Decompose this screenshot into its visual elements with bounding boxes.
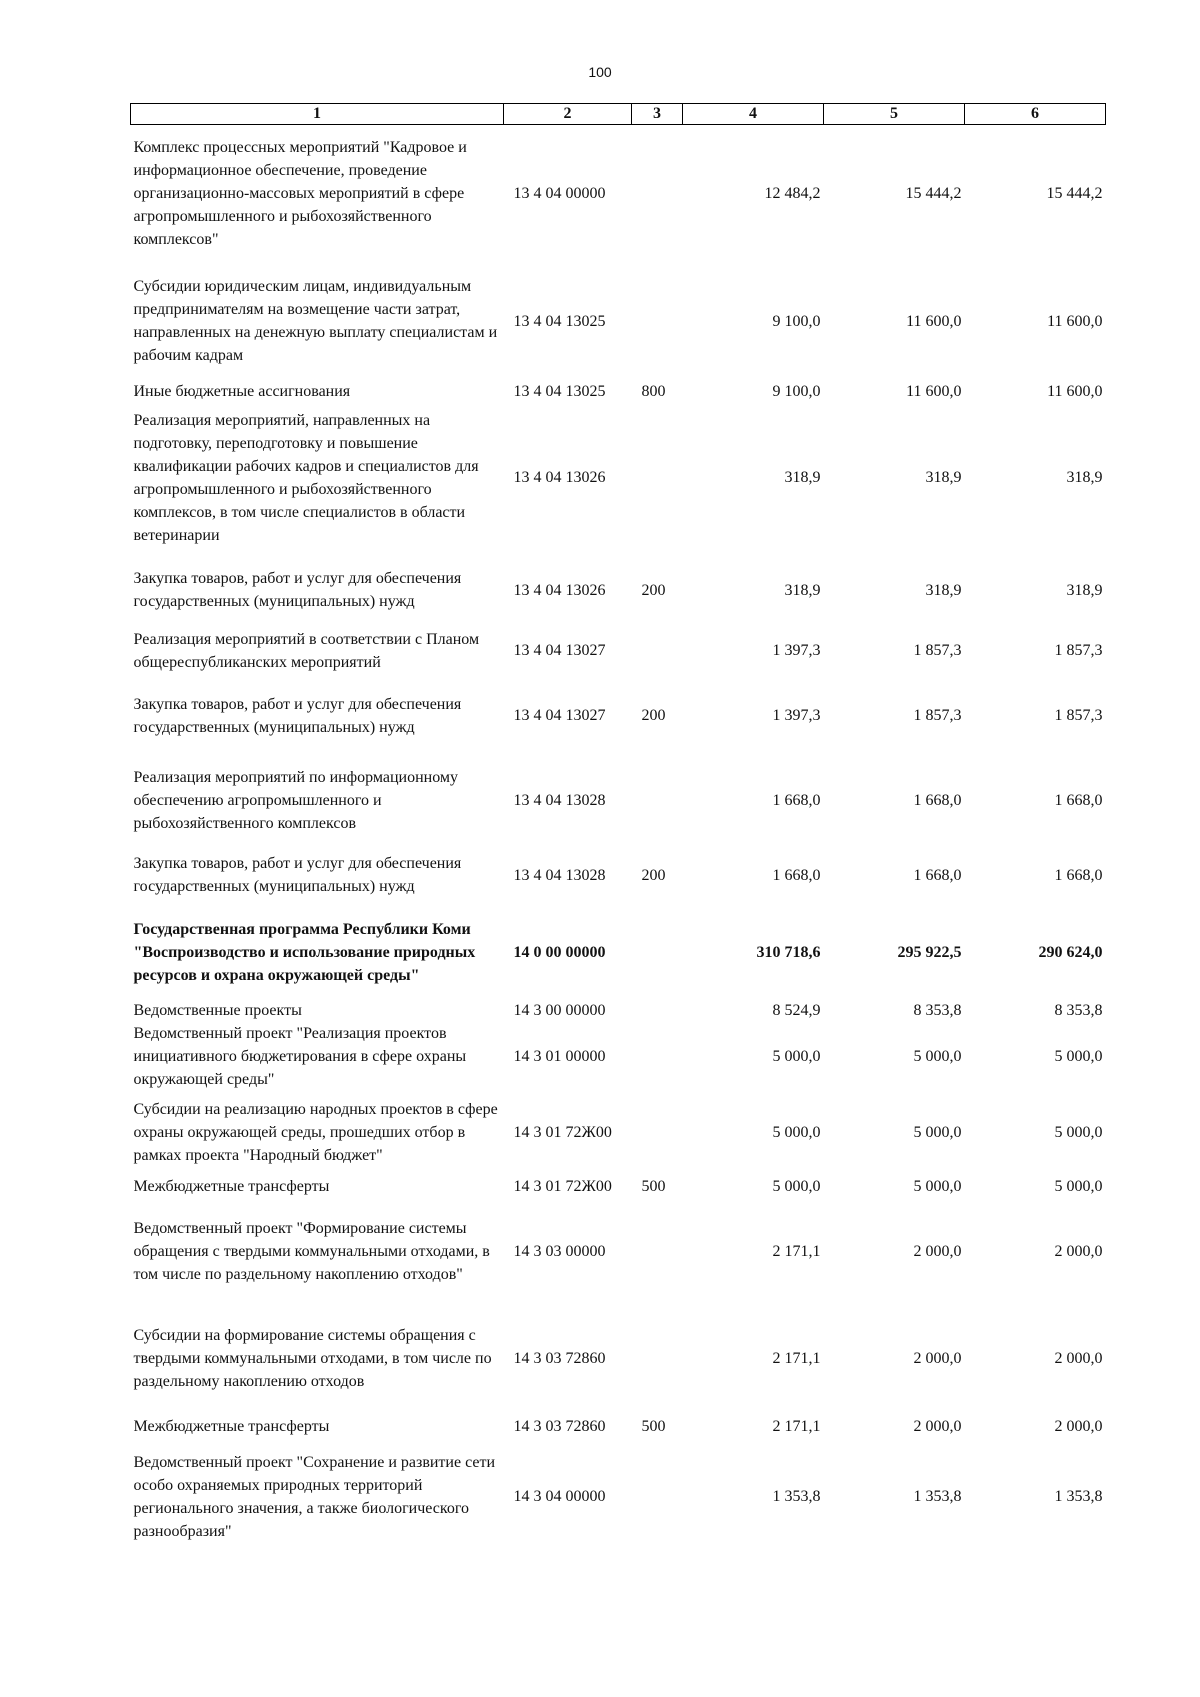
row-value-year-1: 2 171,1 bbox=[772, 1349, 821, 1367]
row-value-year-3: 1 857,3 bbox=[1054, 642, 1103, 659]
table-row bbox=[131, 1305, 1106, 1412]
row-value-year-2: 1 353,8 bbox=[913, 1488, 962, 1505]
row-value-year-3: 318,9 bbox=[1066, 581, 1103, 599]
row-value-year-3: 2 000,0 bbox=[1054, 1242, 1103, 1260]
row-expense-type: 200 bbox=[641, 581, 666, 599]
row-expense-type bbox=[632, 1442, 683, 1552]
row-value-year-2: 1 857,3 bbox=[913, 707, 962, 724]
table-row bbox=[131, 1022, 1106, 1091]
table-row bbox=[131, 758, 1106, 844]
row-code: 14 3 03 00000 bbox=[513, 1242, 606, 1260]
row-value-year-2: 8 353,8 bbox=[913, 1001, 962, 1019]
row-value-year-1: 9 100,0 bbox=[772, 312, 821, 330]
row-value-year-2: 11 600,0 bbox=[906, 382, 962, 400]
header-col-4: 4 bbox=[683, 104, 824, 125]
row-value-year-1: 2 171,1 bbox=[772, 1418, 821, 1435]
budget-table bbox=[130, 103, 1106, 1552]
row-expense-type: 800 bbox=[641, 382, 666, 400]
row-name: Субсидии юридическим лицам, индивидуальным предпринимателям на возмещение части затрат, направленных на денежную выплату специалистам и рабочим кадрам bbox=[133, 278, 498, 364]
row-name: Закупка товаров, работ и услуг для обеспечения государственных (муниципальных) нужд bbox=[133, 570, 462, 610]
row-name: Закупка товаров, работ и услуг для обеспечения государственных (муниципальных) нужд bbox=[133, 855, 462, 895]
row-expense-type: 200 bbox=[641, 866, 666, 884]
row-code: 14 3 00 00000 bbox=[513, 1001, 606, 1019]
row-value-year-3: 11 600,0 bbox=[1047, 382, 1103, 400]
row-value-year-2: 1 668,0 bbox=[913, 866, 962, 884]
page-number: 100 bbox=[588, 64, 612, 80]
row-value-year-1: 1 353,8 bbox=[772, 1488, 821, 1505]
row-value-year-1: 318,9 bbox=[784, 581, 821, 599]
row-value-year-3: 318,9 bbox=[1066, 469, 1103, 486]
table-body bbox=[131, 125, 1106, 1552]
row-value-year-3: 2 000,0 bbox=[1054, 1418, 1103, 1435]
row-value-year-1: 5 000,0 bbox=[772, 1047, 821, 1065]
row-value-year-2: 318,9 bbox=[925, 581, 962, 599]
row-value-year-2: 295 922,5 bbox=[897, 944, 962, 961]
row-expense-type bbox=[632, 758, 683, 844]
header-col-1: 1 bbox=[131, 104, 504, 125]
row-code: 13 4 04 00000 bbox=[513, 185, 606, 203]
row-expense-type: 500 bbox=[641, 1418, 666, 1435]
row-expense-type bbox=[632, 263, 683, 380]
row-name: Реализация мероприятий по информационному обеспечению агропромышленного и рыбохозяйственного комплексов bbox=[133, 769, 459, 832]
row-name: Иные бюджетные ассигнования bbox=[133, 382, 351, 400]
header-col-2: 2 bbox=[504, 104, 632, 125]
row-expense-type bbox=[632, 1022, 683, 1091]
row-value-year-3: 5 000,0 bbox=[1054, 1047, 1103, 1065]
row-code: 14 3 04 00000 bbox=[513, 1488, 606, 1505]
table-row bbox=[131, 907, 1106, 999]
row-value-year-2: 2 000,0 bbox=[913, 1349, 962, 1367]
row-value-year-3: 1 353,8 bbox=[1054, 1488, 1103, 1505]
table-row bbox=[131, 263, 1106, 380]
row-name: Закупка товаров, работ и услуг для обеспечения государственных (муниципальных) нужд bbox=[133, 695, 462, 736]
row-value-year-1: 1 668,0 bbox=[772, 792, 821, 809]
row-expense-type bbox=[632, 628, 683, 674]
row-code: 13 4 04 13027 bbox=[513, 642, 606, 659]
table-row bbox=[131, 999, 1106, 1022]
row-value-year-1: 8 524,9 bbox=[772, 1001, 821, 1019]
table-row bbox=[131, 628, 1106, 674]
row-value-year-3: 11 600,0 bbox=[1047, 312, 1103, 330]
table-row bbox=[131, 1198, 1106, 1305]
row-value-year-3: 1 668,0 bbox=[1054, 792, 1103, 809]
row-value-year-1: 1 397,3 bbox=[772, 707, 821, 724]
row-value-year-3: 8 353,8 bbox=[1054, 1001, 1103, 1019]
row-value-year-2: 11 600,0 bbox=[906, 312, 962, 330]
row-value-year-2: 5 000,0 bbox=[913, 1177, 962, 1195]
row-value-year-1: 1 668,0 bbox=[772, 866, 821, 884]
row-value-year-2: 2 000,0 bbox=[913, 1418, 962, 1435]
row-expense-type bbox=[632, 907, 683, 999]
row-value-year-3: 1 857,3 bbox=[1054, 707, 1103, 724]
table-row bbox=[131, 553, 1106, 628]
row-name: Ведомственные проекты bbox=[133, 1001, 302, 1019]
row-value-year-2: 15 444,2 bbox=[905, 185, 962, 203]
row-expense-type: 200 bbox=[641, 707, 666, 724]
table-row bbox=[131, 674, 1106, 758]
row-code: 14 0 00 00000 bbox=[513, 944, 606, 961]
row-name: Государственная программа Республики Коми "Воспроизводство и использование природных ресурсов и охрана окружающей среды" bbox=[133, 921, 476, 984]
row-value-year-1: 2 171,1 bbox=[772, 1242, 821, 1260]
row-value-year-1: 318,9 bbox=[784, 469, 821, 486]
row-name: Межбюджетные трансферты bbox=[133, 1418, 330, 1435]
table-row bbox=[131, 1091, 1106, 1175]
table-row bbox=[131, 125, 1106, 263]
row-name: Реализация мероприятий в соответствии с Планом общереспубликанских мероприятий bbox=[133, 630, 480, 671]
row-value-year-2: 5 000,0 bbox=[913, 1124, 962, 1141]
table-row bbox=[131, 1175, 1106, 1198]
table-row bbox=[131, 844, 1106, 907]
row-name: Субсидии на реализацию народных проектов в сфере охраны окружающей среды, прошедших отбор в рамках проекта "Народный бюджет" bbox=[133, 1101, 498, 1164]
row-name: Реализация мероприятий, направленных на подготовку, переподготовку и повышение квалификации рабочих кадров и специалистов для агропромышленного и рыбохозяйственного комплексов, в том числе специалистов в области ветеринарии bbox=[133, 411, 479, 544]
row-expense-type bbox=[632, 125, 683, 263]
row-code: 14 3 01 72Ж00 bbox=[513, 1124, 612, 1141]
row-code: 14 3 03 72860 bbox=[513, 1418, 606, 1435]
row-code: 13 4 04 13028 bbox=[513, 866, 606, 884]
row-name: Межбюджетные трансферты bbox=[133, 1177, 330, 1195]
row-name: Субсидии на формирование системы обращения с твердыми коммунальными отходами, в том числе по раздельному накоплению отходов bbox=[133, 1326, 492, 1390]
row-code: 14 3 03 72860 bbox=[513, 1349, 606, 1367]
table-header-row bbox=[131, 104, 1106, 125]
header-col-5: 5 bbox=[824, 104, 965, 125]
row-code: 13 4 04 13027 bbox=[513, 707, 606, 724]
row-value-year-3: 290 624,0 bbox=[1038, 944, 1103, 961]
row-value-year-2: 1 668,0 bbox=[913, 792, 962, 809]
row-value-year-2: 318,9 bbox=[925, 469, 962, 486]
row-code: 14 3 01 00000 bbox=[513, 1047, 606, 1065]
header-col-6: 6 bbox=[965, 104, 1106, 125]
row-code: 13 4 04 13025 bbox=[513, 312, 606, 330]
table-row bbox=[131, 1442, 1106, 1552]
row-value-year-1: 9 100,0 bbox=[772, 382, 821, 400]
row-value-year-3: 5 000,0 bbox=[1054, 1124, 1103, 1141]
row-code: 13 4 04 13026 bbox=[513, 469, 606, 486]
row-code: 13 4 04 13028 bbox=[513, 792, 606, 809]
row-code: 13 4 04 13025 bbox=[513, 382, 606, 400]
row-expense-type bbox=[632, 403, 683, 553]
row-value-year-2: 2 000,0 bbox=[913, 1242, 962, 1260]
row-name: Ведомственный проект "Реализация проектов инициативного бюджетирования в сфере охраны окружающей среды" bbox=[133, 1024, 467, 1088]
row-code: 14 3 01 72Ж00 bbox=[513, 1177, 612, 1195]
table-row bbox=[131, 1412, 1106, 1442]
row-value-year-2: 1 857,3 bbox=[913, 642, 962, 659]
row-expense-type bbox=[632, 1198, 683, 1305]
row-value-year-1: 5 000,0 bbox=[772, 1177, 821, 1195]
row-value-year-3: 5 000,0 bbox=[1054, 1177, 1103, 1195]
row-code: 13 4 04 13026 bbox=[513, 581, 606, 599]
row-value-year-3: 2 000,0 bbox=[1054, 1349, 1103, 1367]
row-name: Комплекс процессных мероприятий "Кадровое и информационное обеспечение, проведение организационно-массовых мероприятий в сфере агропромышленного и рыбохозяйственного комплексов" bbox=[133, 139, 467, 249]
row-value-year-2: 5 000,0 bbox=[913, 1047, 962, 1065]
row-value-year-1: 310 718,6 bbox=[756, 944, 821, 961]
row-expense-type bbox=[632, 1305, 683, 1412]
row-value-year-3: 15 444,2 bbox=[1046, 185, 1103, 203]
row-name: Ведомственный проект "Формирование системы обращения с твердыми коммунальными отходами, в том числе по раздельному накоплению отходов" bbox=[133, 1219, 490, 1283]
header-col-3: 3 bbox=[632, 104, 683, 125]
row-name: Ведомственный проект "Сохранение и развитие сети особо охраняемых природных территорий регионального значения, а также биологического разнообразия" bbox=[133, 1453, 496, 1540]
row-expense-type bbox=[632, 1091, 683, 1175]
row-value-year-3: 1 668,0 bbox=[1054, 866, 1103, 884]
table-row bbox=[131, 403, 1106, 553]
row-expense-type: 500 bbox=[641, 1177, 666, 1195]
row-value-year-1: 12 484,2 bbox=[764, 185, 821, 203]
row-expense-type bbox=[632, 999, 683, 1022]
row-value-year-1: 1 397,3 bbox=[772, 642, 821, 659]
table-row bbox=[131, 380, 1106, 403]
row-value-year-1: 5 000,0 bbox=[772, 1124, 821, 1141]
